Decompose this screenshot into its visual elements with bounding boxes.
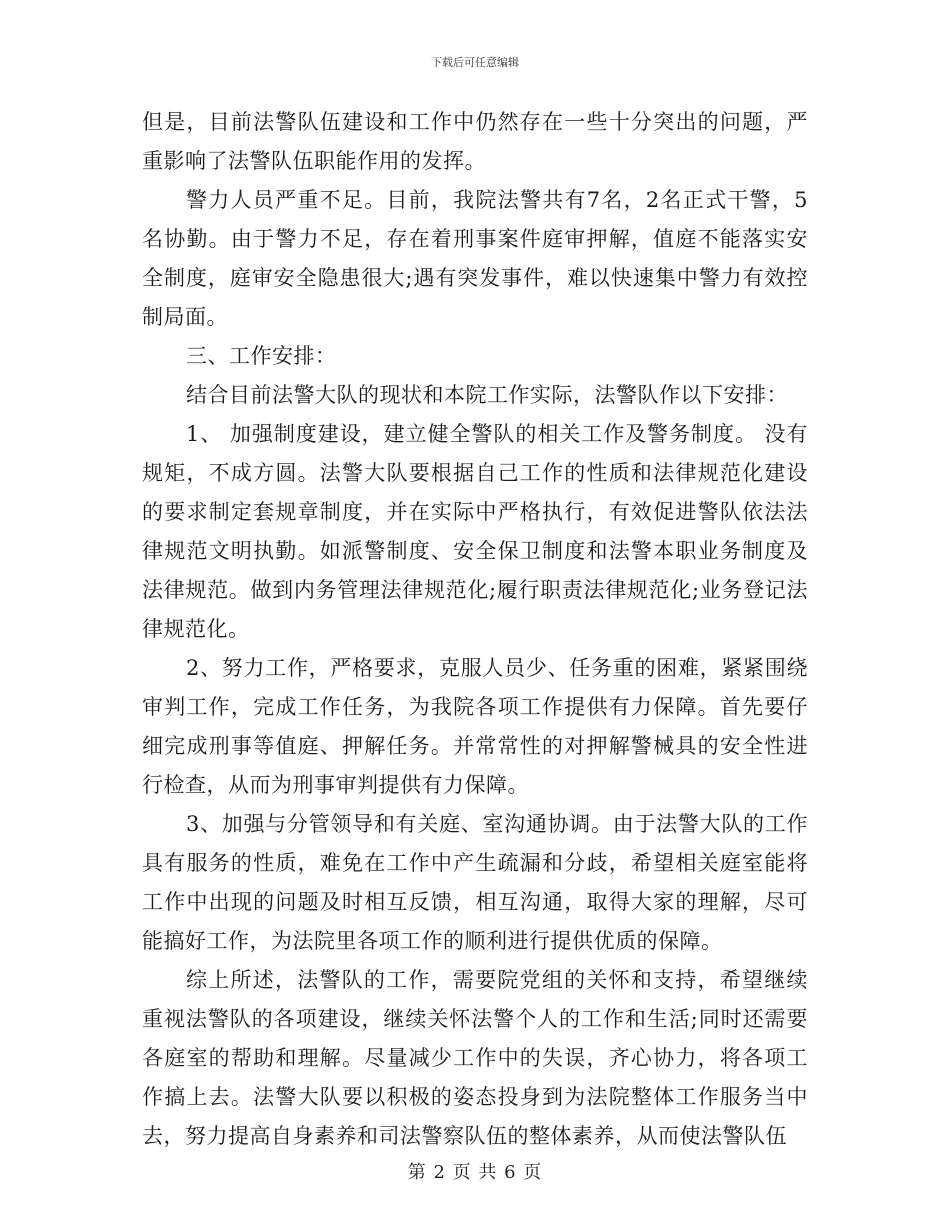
paragraph: 结合目前法警大队的现状和本院工作实际，法警队作以下安排： <box>186 383 788 407</box>
page-header-note: 下载后可任意编辑 <box>431 56 519 69</box>
list-item: 2、努力工作，严格要求，克服人员少、任务重的困难，紧紧围绕审判工作，完成工作任务，为我院各项工作提供有力保障。首先要仔细完成刑事等值庭、押解任务。并常常性的对押解警械具的安全性进行检查，从而为刑事审判提供有力保障。 <box>142 656 808 797</box>
paragraph: 但是，目前法警队伍建设和工作中仍然存在一些十分突出的问题，严重影响了法警队伍职能作用的发挥。 <box>142 110 808 173</box>
paragraph: 警力人员严重不足。目前，我院法警共有7名，2名正式干警，5名协勤。由于警力不足，存在着刑事案件庭审押解，值庭不能落实安全制度，庭审安全隐患很大;遇有突发事件，难以快速集中警力有效控制局面。 <box>142 188 808 329</box>
paragraph: 综上所述，法警队的工作，需要院党组的关怀和支持，希望继续重视法警队的各项建设，继续关怀法警个人的工作和生活;同时还需要各庭室的帮助和理解。尽量减少工作中的失误，齐心协力，将各项工作搞上去。法警大队要以积极的姿态投身到为法院整体工作服务当中去，努力提高自身素养和司法警察队伍的整体素养，从而使法警队伍 <box>142 968 808 1148</box>
document-body <box>142 103 808 1156</box>
list-item: 3、加强与分管领导和有关庭、室沟通协调。由于法警大队的工作具有服务的性质，难免在工作中产生疏漏和分歧，希望相关庭室能将工作中出现的问题及时相互反馈，相互沟通，取得大家的理解，尽可能搞好工作，为法院里各项工作的顺利进行提供优质的保障。 <box>142 812 808 953</box>
page-number: 第 2 页 共 6 页 <box>407 1162 543 1183</box>
section-heading: 三、工作安排： <box>186 344 337 368</box>
list-item: 1、 加强制度建设，建立健全警队的相关工作及警务制度。 没有规矩，不成方圆。法警大队要根据自己工作的性质和法律规范化建设的要求制定套规章制度，并在实际中严格执行，有效促进警队依法法律规范文明执勤。如派警制度、安全保卫制度和法警本职业务制度及法律规范。做到内务管理法律规范化;履行职责法律规范化;业务登记法律规范化。 <box>142 422 808 641</box>
